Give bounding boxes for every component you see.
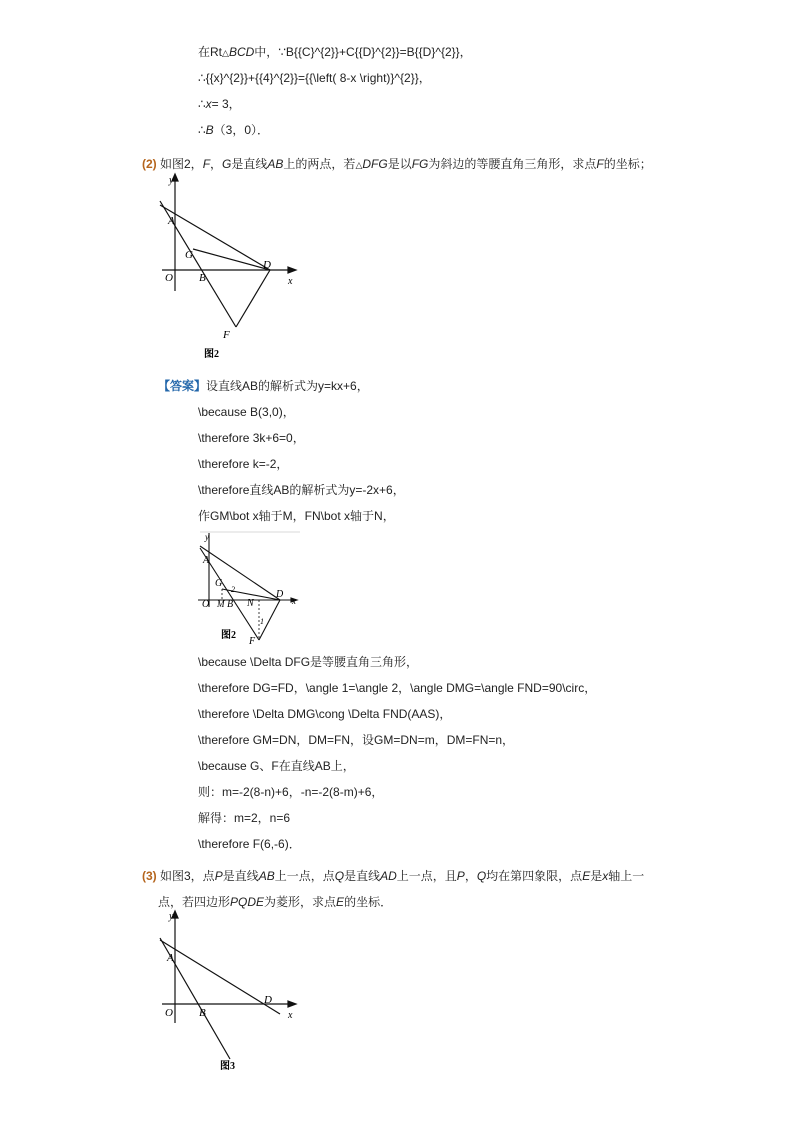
label-y: y <box>169 175 174 186</box>
text: 的坐标． <box>344 895 393 909</box>
label-d: D <box>276 589 284 600</box>
question-number: (2) <box>142 157 157 171</box>
figure-caption: 图2 <box>204 349 219 360</box>
figure-3-diagram <box>150 905 310 1075</box>
question-3-line-1 <box>142 868 644 884</box>
math-var: F <box>202 157 211 171</box>
label-y: y <box>169 911 174 922</box>
line-ad <box>160 205 270 270</box>
text: （3，0）． <box>213 123 270 137</box>
math-var: G <box>222 157 232 171</box>
label-f: F <box>223 329 230 341</box>
text: ， <box>210 157 223 171</box>
label-a: A <box>203 555 210 566</box>
text: 点，若四边形 <box>158 895 231 909</box>
answer-line-11: 则：m=-2(8-n)+6，-n=-2(8-m)+6， <box>198 785 384 799</box>
label-d: D <box>264 994 272 1006</box>
text: 中，∵B{{C}^{2}}+C{{D}^{2}}=B{{D}^{2}}， <box>254 45 472 59</box>
label-d: D <box>263 259 271 271</box>
text: 上的两点，若 <box>283 157 356 171</box>
text: 为菱形，求点 <box>264 895 337 909</box>
text: ， <box>464 869 477 883</box>
answer-line-8: \therefore \Delta DMG\cong \Delta FND(AAS)， <box>198 707 452 721</box>
answer-line-3: \therefore k=-2， <box>198 457 289 471</box>
text: 轴上一 <box>608 869 645 883</box>
figure-caption: 图3 <box>220 1061 235 1072</box>
figure-caption: 图2 <box>221 630 236 641</box>
label-a: A <box>167 952 174 964</box>
math-var: AB <box>267 157 284 171</box>
text: 是 <box>590 869 603 883</box>
line-ad <box>160 940 280 1014</box>
label-x: x <box>288 1010 293 1021</box>
text: 均在第四象限，点 <box>486 869 583 883</box>
triangle-symbol: △ <box>355 160 363 170</box>
label-b: B <box>199 272 206 284</box>
label-g: G <box>215 578 223 589</box>
answer-line-7: \therefore DG=FD，\angle 1=\angle 2，\angle DMG=\angle FND=90\circ， <box>198 681 597 695</box>
math-var: AD <box>380 869 397 883</box>
answer-line-0 <box>158 378 369 394</box>
math-var: E <box>582 869 591 883</box>
triangle-symbol: △ <box>222 48 229 58</box>
label-o: O <box>165 1007 173 1019</box>
top-line-4 <box>198 122 269 138</box>
text: 是直线 <box>231 157 268 171</box>
answer-line-4: \therefore直线AB的解析式为y=-2x+6， <box>198 483 405 497</box>
answer-line-12: 解得：m=2，n=6 <box>198 811 291 825</box>
x-axis-arrow <box>288 1001 296 1007</box>
figure-2-diagram <box>150 170 310 365</box>
question-number: (3) <box>142 869 157 883</box>
math-var: x <box>205 97 212 111</box>
text: 为斜边的等腰直角三角形，求点 <box>428 157 597 171</box>
answer-line-13: \therefore F(6,-6)． <box>198 837 301 851</box>
top-line-3 <box>198 96 241 112</box>
label-o: O <box>165 272 173 284</box>
label-n: N <box>247 598 254 609</box>
label-y: y <box>205 532 209 542</box>
text: 如图2， <box>156 157 203 171</box>
top-line-1 <box>198 44 472 61</box>
math-var: Q <box>334 869 345 883</box>
segment-gd <box>193 249 270 270</box>
label-a: A <box>168 215 175 227</box>
text: 是直线 <box>344 869 381 883</box>
label-b: B <box>199 1007 206 1019</box>
text: 是直线 <box>222 869 259 883</box>
text: 的坐标； <box>603 157 652 171</box>
math-var: E <box>336 895 345 909</box>
text: ∴ <box>198 97 206 111</box>
answer-line-1: \because B(3,0)， <box>198 405 295 419</box>
answer-line-9: \therefore GM=DN，DM=FN，设GM=DN=m，DM=FN=n， <box>198 733 515 747</box>
label-g: G <box>185 249 193 261</box>
answer-tag: 【答案】 <box>158 379 207 393</box>
label-b: B <box>227 599 234 610</box>
label-m: M <box>217 599 225 609</box>
math-var: F <box>596 157 604 171</box>
math-var: PQDE <box>230 895 265 909</box>
text: 上一点，且 <box>396 869 457 883</box>
label-o: O <box>202 599 210 610</box>
text: ∴ <box>198 123 206 137</box>
text: 是以 <box>387 157 412 171</box>
answer-line-2: \therefore 3k+6=0， <box>198 431 305 445</box>
math-var: B <box>205 123 214 137</box>
top-line-2: ∴{{x}^{2}}+{{4}^{2}}={{\left( 8-x \right)}^{2}}， <box>198 71 431 85</box>
text: = 3， <box>211 97 241 111</box>
text: 如图3，点 <box>156 869 215 883</box>
label-angle-1: 1 <box>260 617 264 626</box>
text: 在Rt <box>198 45 223 59</box>
label-f: F <box>249 636 256 646</box>
text: 设直线AB的解析式为y=kx+6， <box>206 379 369 393</box>
figure-2-auxiliary-diagram <box>195 528 305 646</box>
math-var: DFG <box>362 157 388 171</box>
math-var: Q <box>476 869 487 883</box>
math-var: BCD <box>228 45 255 59</box>
math-var: AB <box>258 869 275 883</box>
math-var: FG <box>411 157 429 171</box>
math-var: P <box>456 869 465 883</box>
math-var: x <box>602 869 609 883</box>
text: 上一点，点 <box>274 869 335 883</box>
answer-line-6: \because \Delta DFG是等腰直角三角形， <box>198 655 419 669</box>
x-axis-arrow <box>288 267 296 273</box>
segment-df <box>236 270 270 327</box>
answer-line-5: 作GM\bot x轴于M，FN\bot x轴于N， <box>198 509 395 523</box>
answer-line-10: \because G、F在直线AB上， <box>198 759 355 773</box>
label-x: x <box>288 276 293 287</box>
label-x: x <box>292 596 296 606</box>
label-angle-2: 2 <box>231 585 235 594</box>
math-var: P <box>214 869 223 883</box>
